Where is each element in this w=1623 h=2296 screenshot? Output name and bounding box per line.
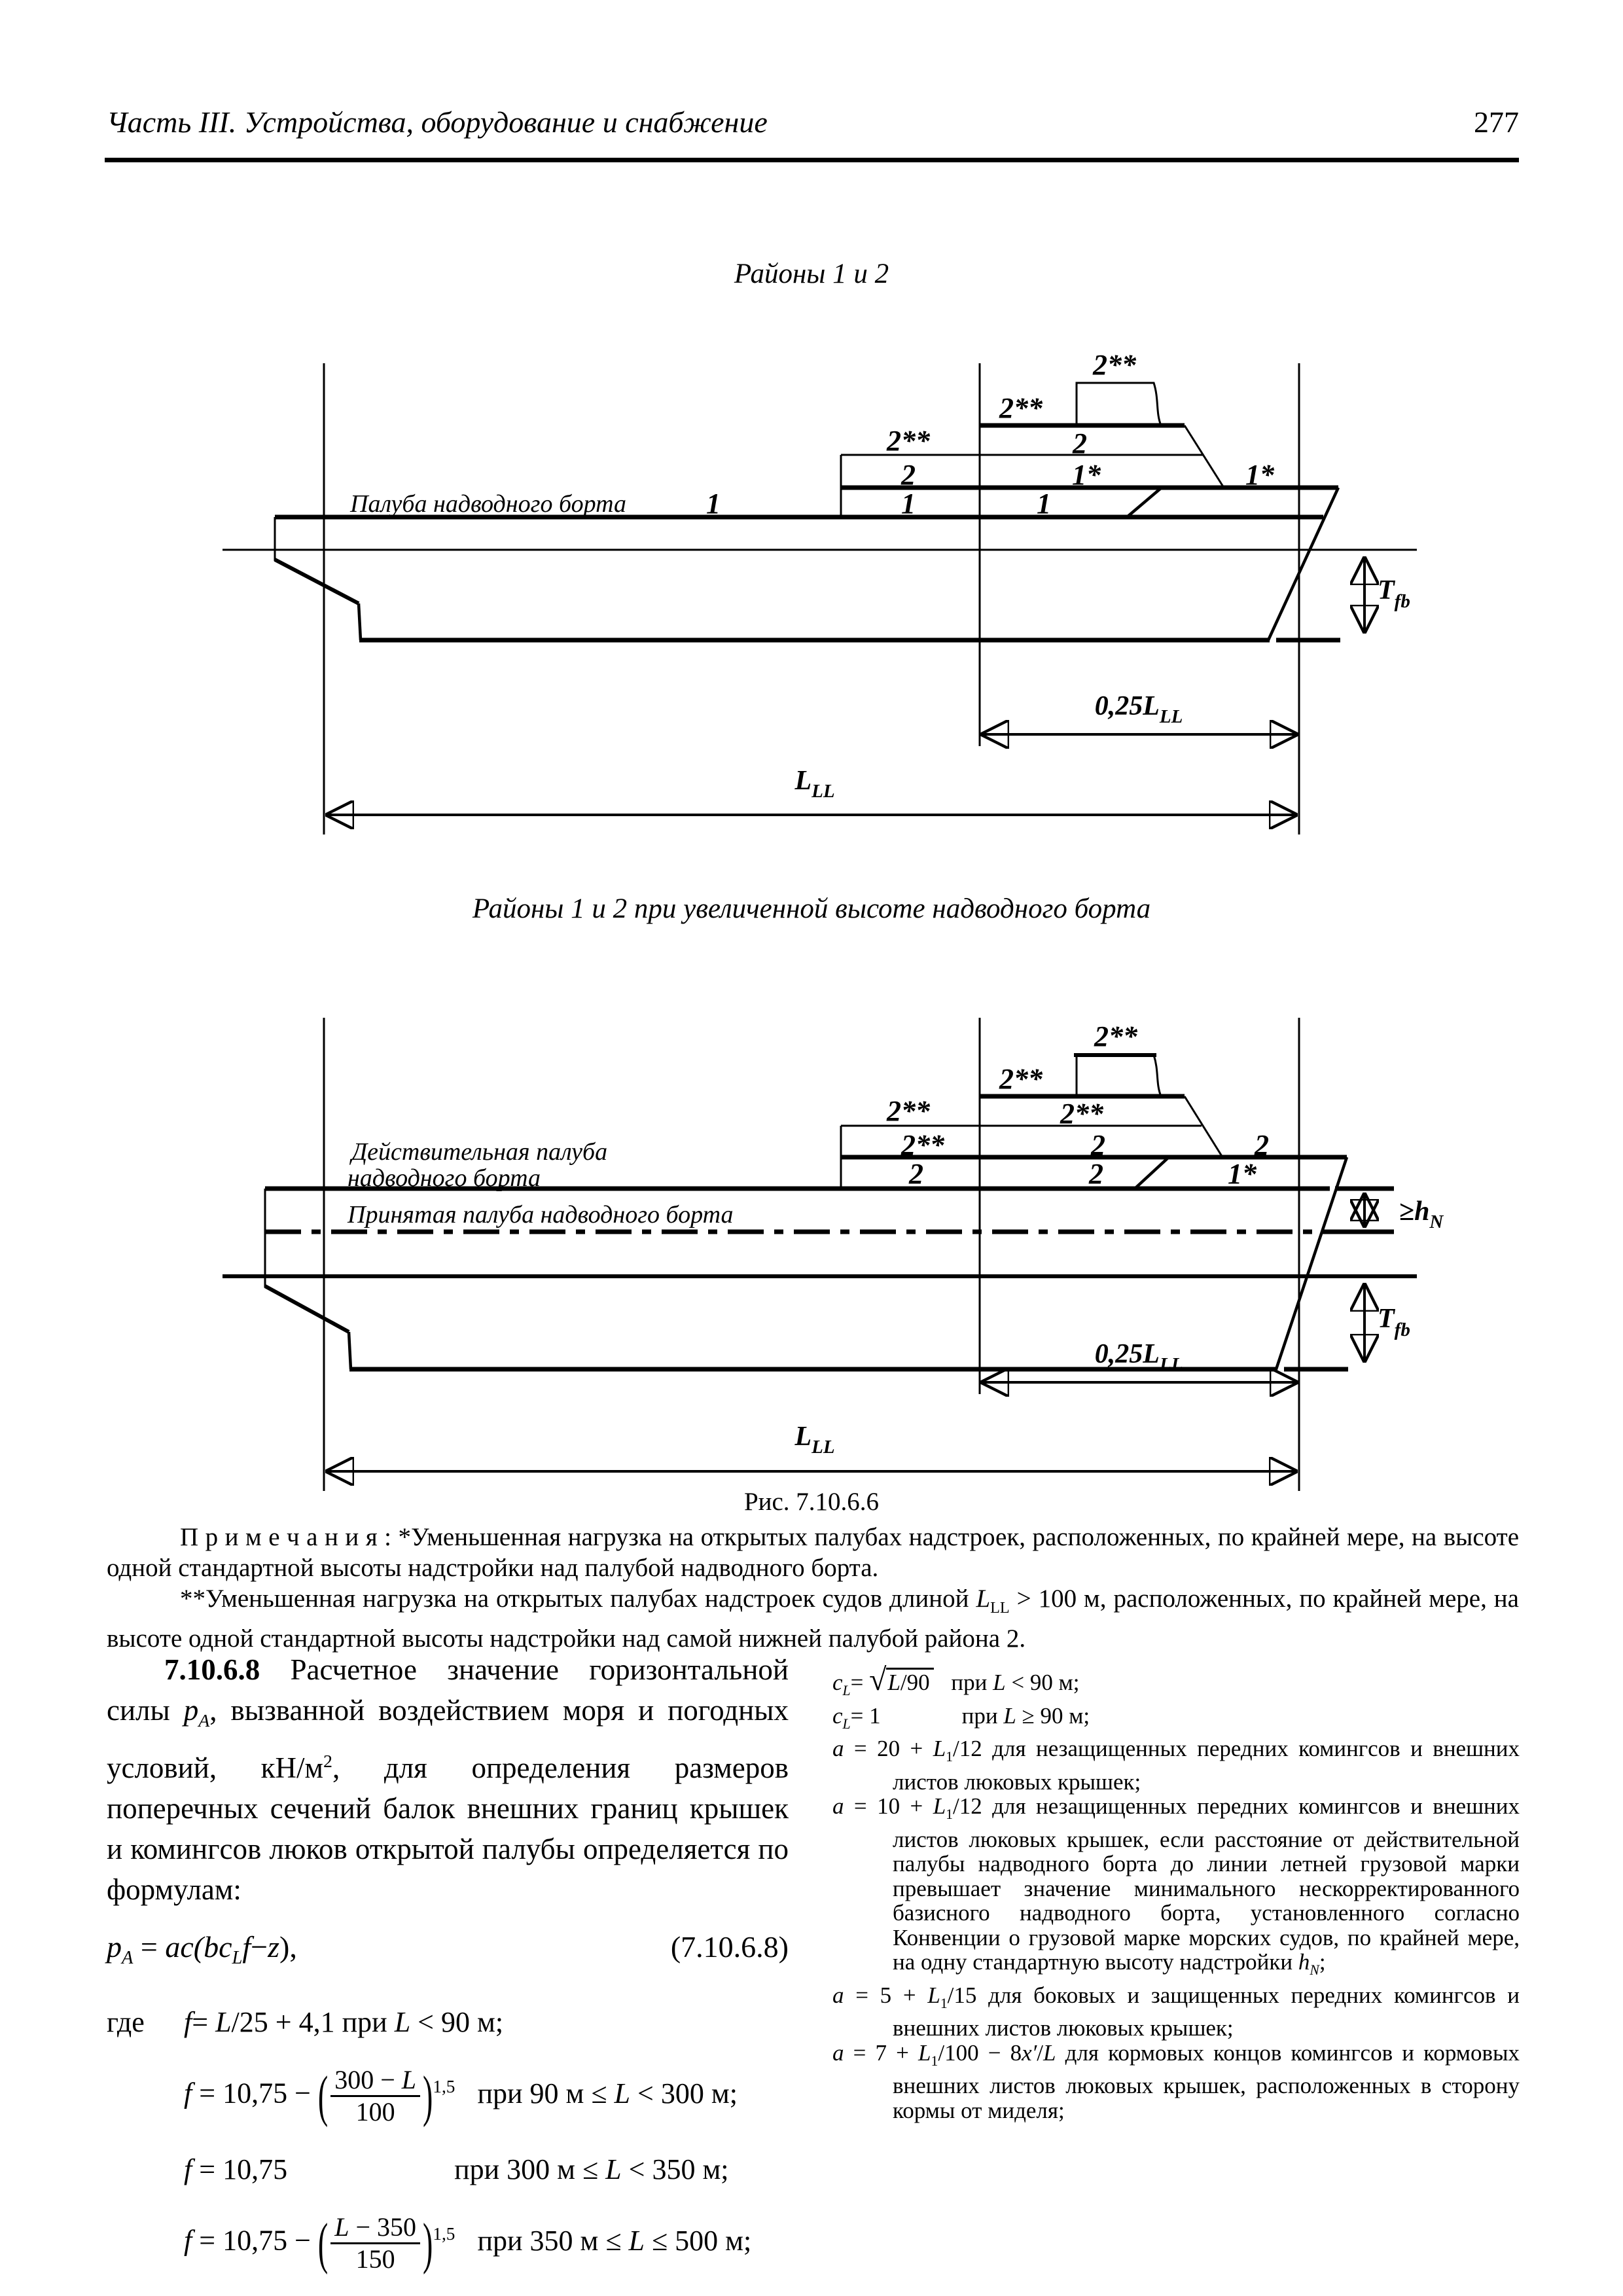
zone-label-box-top: 2**	[1093, 349, 1136, 381]
bow-slant-2	[265, 1286, 349, 1332]
quarter-dimension-label: $0,25L_{LL}$	[1094, 691, 1183, 727]
zone2-label-tierD-left: 2	[909, 1158, 923, 1190]
draft-dimension-label: $T_{fb}$	[1378, 575, 1410, 612]
zone-label-tier2-right: 1*	[1245, 459, 1274, 491]
a-case-2: $a = 10 + L_1/12$ для незащищенных передних комингсов и внешних листов люковых крышек, если расстояние от действительной палубы надводного борта до линии летней грузовой марки превышает значение минимального нескорректированного базисного надводного борта, установленного согласно Конвенции о грузовой марке морских судов, по крайней мере, на одну стандартную высоту надстройки $h_N$;	[832, 1793, 1520, 1978]
actual-deck-label-line1: Действительная палуба	[351, 1138, 608, 1166]
figure-zones-1-2	[216, 249, 1459, 838]
tier1-inner-slant	[1127, 488, 1162, 517]
zone2-label-tierC-left: 2**	[901, 1129, 944, 1161]
zone2-label-tierC-right: 2	[1255, 1129, 1269, 1161]
zone2-label-box-left: 2**	[999, 1063, 1043, 1095]
deckhouse-box-2	[1077, 1055, 1161, 1096]
right-column	[832, 1662, 1520, 2123]
zone-label-deck-open: 1	[706, 488, 721, 520]
figure-notes	[107, 1522, 1519, 1654]
f-case-1: где f= L/25 + 4,1 при L < 90 м;	[107, 2006, 504, 2039]
zone2-label-box-top: 2**	[1094, 1020, 1137, 1052]
formula-reference: (7.10.6.8)	[670, 1930, 789, 1964]
quarter-dimension-label-2: $0,25L_{LL}$	[1094, 1339, 1183, 1375]
stern-slant	[1268, 488, 1338, 640]
cl-case-1: $c_L= √L/90$ при L < 90 м;	[832, 1662, 1080, 1698]
figure-caption: Рис. 7.10.6.6	[743, 1488, 880, 1516]
left-column	[107, 1649, 789, 2273]
a-case-1: $a = 20 + L_1/12$ для незащищенных передних комингсов и внешних листов люковых крышек;	[832, 1736, 1520, 1795]
a-case-3: $a = 5 + L_1/15$ для боковых и защищенных передних комингсов и внешних листов люковых крышек;	[832, 1982, 1520, 2041]
actual-deck-label-line2: надводного борта	[348, 1164, 541, 1192]
zone2-label-tierC-mid: 2	[1091, 1129, 1105, 1161]
tier3-front-slant	[1185, 425, 1224, 488]
f-case-4: f = 10,75 − ( $\frac{L - 350}{150}$ )$^{1,5}$ при 350 м ≤ L ≤ 500 м;	[184, 2211, 752, 2275]
f-case-3: f = 10,75 при 300 м ≤ L < 350 м;	[184, 2153, 729, 2186]
zone-label-tier2-mid: 1*	[1072, 459, 1101, 491]
paragraph-7-10-6-8: 7.10.6.8 Расчетное значение горизонтальной силы $p_A$, вызванной воздействием моря и погодных условий, $кН/м^2$, для определения размеров поперечных сечений балок внешних границ крышек и комингсов люков открытой палубы определяется по формулам:	[107, 1653, 789, 1906]
cl-case-2: $c_L= 1$ при L ≥ 90 м;	[832, 1702, 1090, 1732]
hn-dimension-label: $\ge h_N$	[1399, 1196, 1444, 1232]
notes-label: П р и м е ч а н и я :	[180, 1523, 392, 1551]
zone2-label-tierD-right: 1*	[1228, 1158, 1257, 1190]
figure1-title: Районы 1 и 2	[734, 259, 889, 289]
zone2-label-tierB-open: 2**	[887, 1095, 930, 1127]
draft-dimension-label-2: $T_{fb}$	[1378, 1304, 1410, 1340]
zone-label-tier1-mid: 1	[1037, 488, 1051, 520]
f-case-2: f = 10,75 − ( $\frac{300 - L}{100}$ )$^{1,5}$ при 90 м ≤ L < 300 м;	[184, 2064, 738, 2128]
formula-7-10-6-8: $p_A = ac(bc_Lf-z)$, (7.10.6.8)	[107, 1927, 789, 1979]
tierD-inner-slant	[1135, 1157, 1169, 1189]
freeboard-deck-label: Палуба надводного борта	[350, 490, 626, 518]
header-title: Часть III. Устройства, оборудование и снабжение	[107, 105, 768, 139]
bow-slant	[275, 560, 359, 603]
zone-label-tier1-left: 1	[901, 488, 916, 520]
zone-label-box-left: 2**	[999, 392, 1043, 424]
zone-label-tier2-left: 2	[901, 459, 916, 491]
deckhouse-box	[1077, 383, 1161, 425]
figure-zones-increased-freeboard	[216, 884, 1459, 1505]
bow-lower-edge	[359, 603, 361, 640]
length-dimension-label: $L_{LL}$	[794, 766, 835, 802]
figure2-title: Районы 1 и 2 при увеличенной высоте надводного борта	[472, 893, 1151, 924]
page-number: 277	[1474, 105, 1519, 139]
a-case-4: $a = 7 + L_1/100 - 8x'/L$ для кормовых концов комингсов и кормовых внешних листов люковых крышек, расположенных в сторону кормы от миделя;	[832, 2039, 1520, 2123]
accepted-deck-label: Принятая палуба надводного борта	[348, 1201, 734, 1229]
zone2-label-tierB: 2**	[1060, 1098, 1103, 1130]
zone-label-tier3-open: 2**	[887, 425, 930, 457]
header-rule	[105, 158, 1519, 162]
note-2: **Уменьшенная нагрузка на открытых палубах надстроек судов длиной $L_{LL} > 100$ м, расположенных, по крайней мере, на высоте одной стандартной высоты надстройки над самой нижней палубой района 2.	[107, 1585, 1519, 1653]
note-1: П р и м е ч а н и я : *Уменьшенная нагрузка на открытых палубах надстроек, расположенных, по крайней мере, на высоте одной стандартной высоты надстройки над палубой надводного борта.	[107, 1523, 1520, 1582]
zone-label-tier3: 2	[1073, 427, 1087, 459]
bow-lower-edge-2	[349, 1332, 351, 1369]
page-header	[107, 105, 1519, 139]
length-dimension-label-2: $L_{LL}$	[794, 1422, 835, 1458]
zone2-label-tierD-mid: 2	[1089, 1158, 1103, 1190]
